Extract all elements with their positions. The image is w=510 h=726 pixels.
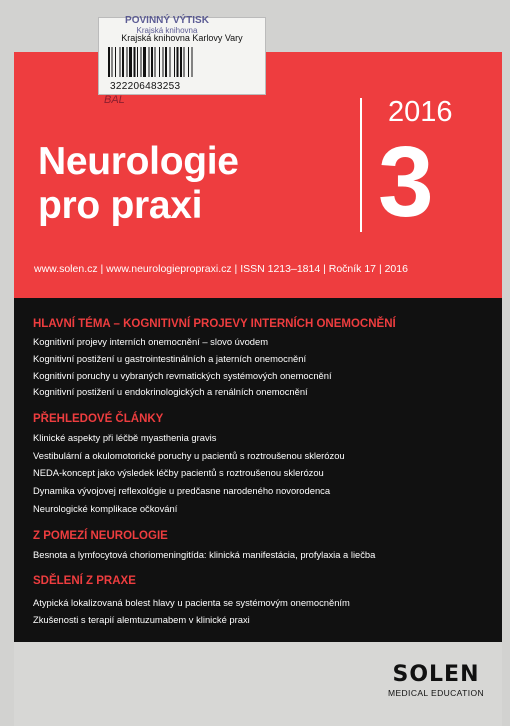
library-name: Krajská knihovna Karlovy Vary — [121, 33, 243, 43]
barcode-bar — [115, 47, 116, 77]
barcode-bar — [184, 47, 185, 77]
barcode-bar — [163, 47, 164, 77]
barcode-bar — [129, 47, 132, 77]
barcode-bar — [180, 47, 182, 77]
journal-title-line-2: pro praxi — [38, 184, 203, 227]
section-title-case-reports: SDĚLENÍ Z PRAXE — [33, 575, 136, 587]
stamp-line-2: Krajská knihovna — [136, 26, 198, 35]
barcode-bar — [155, 47, 156, 77]
publisher-logo — [382, 664, 490, 698]
barcode-bar — [165, 47, 167, 77]
barcode-bar — [174, 47, 175, 77]
section-title-review-articles: PŘEHLEDOVÉ ČLÁNKY — [33, 413, 164, 425]
journal-info-line: www.solen.cz | www.neurologiepropraxi.cz | ISSN 1213–1814 | Ročník 17 | 2016 — [34, 263, 408, 275]
barcode-bar — [177, 47, 179, 77]
barcode-bar — [122, 47, 124, 77]
issue-number: 3 — [378, 126, 434, 238]
toc-item: Kognitivní poruchy u vybraných revmatických systémových onemocnění — [33, 370, 332, 381]
barcode-bar — [170, 47, 171, 77]
barcode-number: 322206483253 — [110, 81, 181, 92]
barcode-bar — [159, 47, 160, 77]
barcode-bar — [112, 47, 113, 77]
barcode-bar — [120, 47, 121, 77]
toc-item: Kognitivní postižení u endokrinologických a renálních onemocnění — [33, 386, 308, 397]
toc-item: Klinické aspekty při léčbě myasthenia gravis — [33, 432, 217, 443]
barcode-bar — [151, 47, 153, 77]
barcode-bar — [149, 47, 150, 77]
handwritten-note: BAL — [104, 94, 125, 106]
barcode-bar — [108, 47, 110, 77]
journal-title — [38, 140, 239, 228]
stamp-line-1: POVINNÝ VÝTISK — [125, 15, 209, 26]
toc-item: Kognitivní postižení u gastrointestinálních a jaterních onemocnění — [33, 353, 307, 364]
barcode-bar — [141, 47, 142, 77]
section-title-main-topic: HLAVNÍ TÉMA – KOGNITIVNÍ PROJEVY INTERNÍCH ONEMOCNĚNÍ — [33, 318, 396, 330]
barcode-bar — [188, 47, 189, 77]
section-title-borderline-neurology: Z POMEZÍ NEUROLOGIE — [33, 530, 168, 542]
toc-item: Vestibulární a okulomotorické poruchy u pacientů s roztroušenou sklerózou — [33, 450, 345, 461]
issue-year: 2016 — [388, 96, 453, 128]
toc-item: Kognitivní projevy interních onemocnění – slovo úvodem — [33, 336, 269, 347]
masthead-divider — [360, 98, 362, 232]
publisher-name: SOLEN — [392, 662, 480, 687]
barcode-bar — [143, 47, 146, 77]
barcode-bar — [127, 47, 128, 77]
publisher-tagline: MEDICAL EDUCATION — [387, 688, 485, 698]
toc-item: Dynamika vývojovej reflexológie u predčasne narodeného novorodenca — [33, 485, 331, 496]
barcode-bar — [192, 47, 193, 77]
barcode-bar — [134, 47, 136, 77]
toc-item: Besnota a lymfocytová choriomeningitída: klinická manifestácia, profylaxia a liečba — [33, 549, 376, 560]
barcode-image — [108, 47, 232, 77]
toc-item: Zkušenosti s terapií alemtuzumabem v klinické praxi — [33, 614, 250, 625]
journal-title-line-1: Neurologie — [38, 140, 239, 183]
toc-item: Neurologické komplikace očkování — [33, 503, 178, 514]
toc-item: Atypická lokalizovaná bolest hlavy u pacienta se systémovým onemocněním — [33, 597, 350, 608]
barcode-bar — [137, 47, 138, 77]
toc-item: NEDA-koncept jako výsledek léčby pacientů s roztroušenou sklerózou — [33, 467, 324, 478]
